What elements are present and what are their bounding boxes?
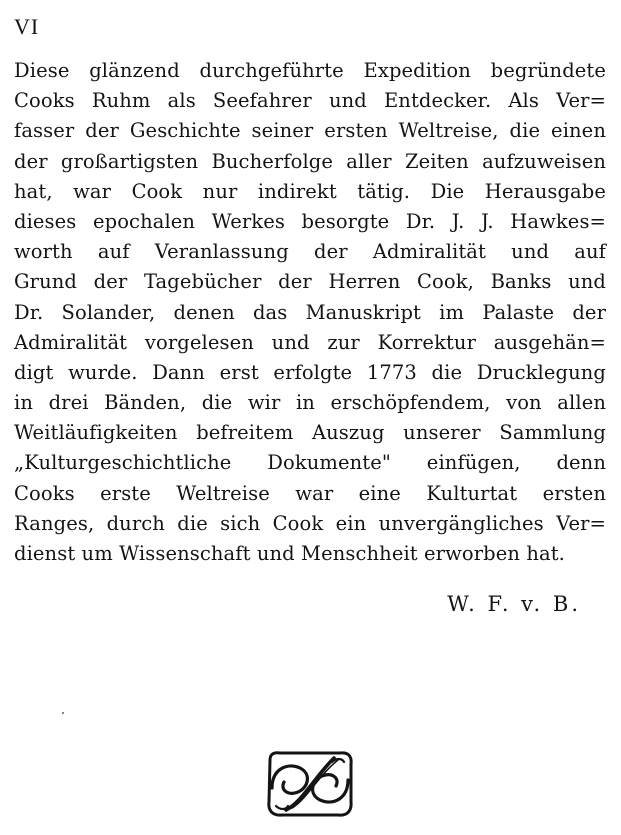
text-line: worth auf Veranlassung der Admiralität und auf bbox=[14, 240, 606, 264]
text-line: in drei Bänden, die wir in erschöpfendem, von allen bbox=[14, 391, 606, 415]
text-line: Cooks erste Weltreise war eine Kulturtat ersten bbox=[14, 481, 606, 505]
text-line: Weitläufigkeiten befreitem Auszug unserer Sammlung bbox=[14, 421, 606, 445]
decorative-flourish-icon bbox=[262, 748, 358, 820]
text-line: „Kulturgeschichtliche Dokumente" einfügen, denn bbox=[14, 451, 606, 475]
text-line: Dr. Solander, denen das Manuskript im Palaste der bbox=[14, 300, 606, 324]
text-line: der großartigsten Bucherfolge aller Zeiten aufzuweisen bbox=[14, 149, 606, 173]
text-line: digt wurde. Dann erst erfolgte 1773 die Drucklegung bbox=[14, 360, 606, 384]
text-line: dieses epochalen Werkes besorgte Dr. J. J. Hawkes= bbox=[14, 209, 606, 233]
text-line: fasser der Geschichte seiner ersten Weltreise, die einen bbox=[14, 119, 606, 143]
text-line: Grund der Tagebücher der Herren Cook, Banks und bbox=[14, 270, 606, 294]
text-line: hat, war Cook nur indirekt tätig. Die Herausgabe bbox=[14, 179, 606, 203]
text-line: Ranges, durch die sich Cook ein unvergängliches Ver= bbox=[14, 511, 606, 535]
author-signature: W. F. v. B. bbox=[447, 592, 581, 616]
print-speck bbox=[62, 712, 64, 714]
body-paragraph bbox=[14, 56, 606, 569]
text-line: Cooks Ruhm als Seefahrer und Entdecker. Als Ver= bbox=[14, 89, 606, 113]
text-line: Admiralität vorgelesen und zur Korrektur ausgehän= bbox=[14, 330, 606, 354]
page-number: VI bbox=[14, 14, 40, 39]
text-line: dienst um Wissenschaft und Menschheit erworben hat. bbox=[14, 542, 565, 565]
text-line: Diese glänzend durchgeführte Expedition begründete bbox=[14, 59, 606, 82]
